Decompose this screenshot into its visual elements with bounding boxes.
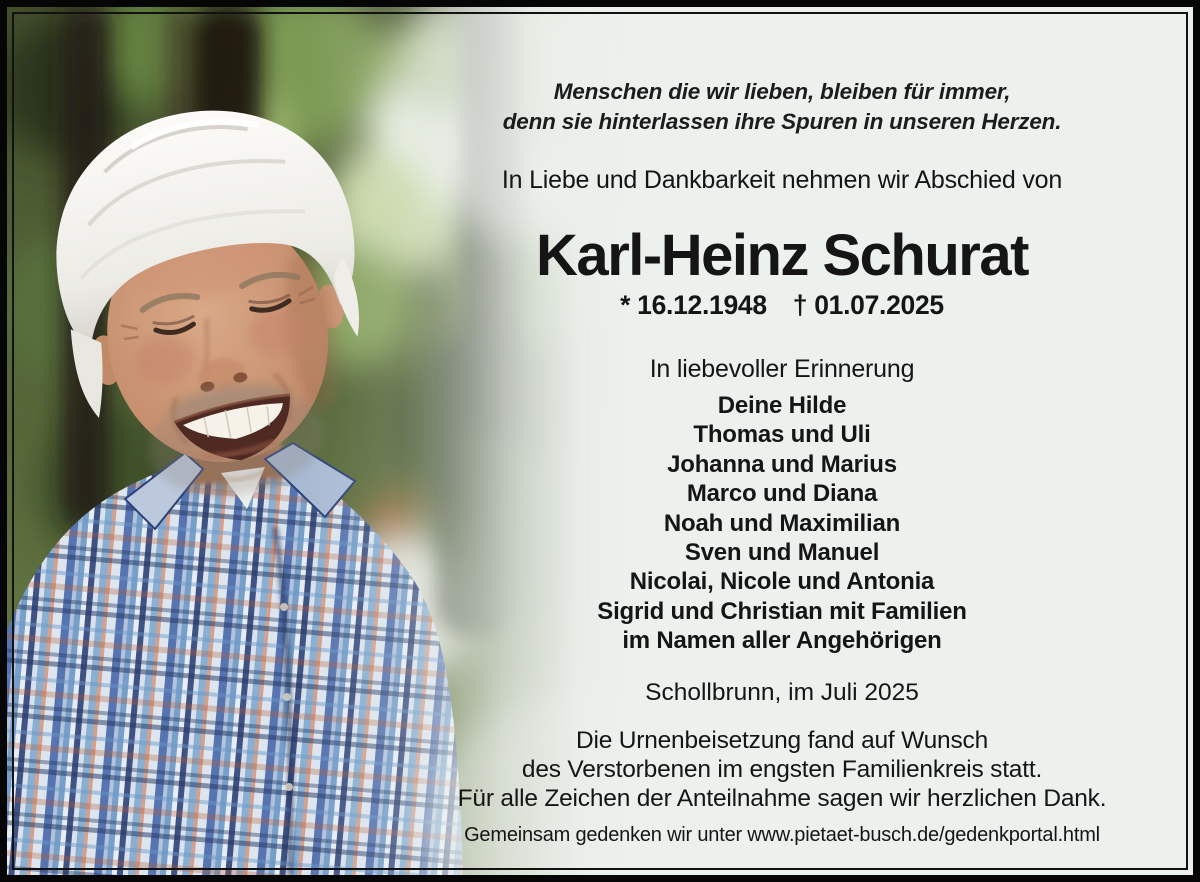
mourner-line: Noah und Maximilian [663, 509, 901, 537]
quote-line-2: denn sie hinterlassen ihre Spuren in unseren Herzen. [502, 109, 1062, 134]
mourner-line: im Namen aller Angehörigen [622, 627, 942, 655]
birth-date: 16.12.1948 [637, 290, 767, 320]
death-cross-symbol: † [792, 290, 808, 320]
memorial-quote [415, 77, 1149, 137]
mourner-line: Sigrid und Christian mit Familien [597, 597, 967, 625]
remembrance-heading: In liebevoller Erinnerung [649, 355, 915, 383]
closing-line-1: Die Urnenbeisetzung fand auf Wunsch [575, 727, 989, 754]
mourner-line: Marco und Diana [686, 480, 878, 508]
memorial-portal-line: Gemeinsam gedenken wir unter www.pietaet-busch.de/gedenkportal.html [464, 824, 1100, 846]
deceased-name: Karl-Heinz Schurat [536, 223, 1028, 288]
mourner-line: Sven und Manuel [684, 539, 880, 567]
mourners-list [415, 391, 1149, 656]
notice-text-column [415, 7, 1149, 875]
mourner-line: Thomas und Uli [693, 421, 871, 449]
closing-line-3: Für alle Zeichen der Anteilnahme sagen wir herzlichen Dank. [457, 785, 1107, 812]
birth-star-symbol: * [620, 290, 631, 320]
mourner-line: Johanna und Marius [667, 450, 897, 478]
farewell-intro: In Liebe und Dankbarkeit nehmen wir Abschied von [501, 166, 1063, 194]
closing-message [415, 726, 1149, 813]
quote-line-1: Menschen die wir lieben, bleiben für immer, [553, 79, 1011, 104]
death-date: 01.07.2025 [814, 290, 944, 320]
mourner-line: Deine Hilde [717, 392, 847, 419]
place-and-date: Schollbrunn, im Juli 2025 [645, 679, 919, 706]
life-dates [415, 290, 1149, 321]
mourner-line: Nicolai, Nicole und Antonia [629, 568, 935, 596]
closing-line-2: des Verstorbenen im engsten Familienkreis statt. [521, 756, 1043, 783]
